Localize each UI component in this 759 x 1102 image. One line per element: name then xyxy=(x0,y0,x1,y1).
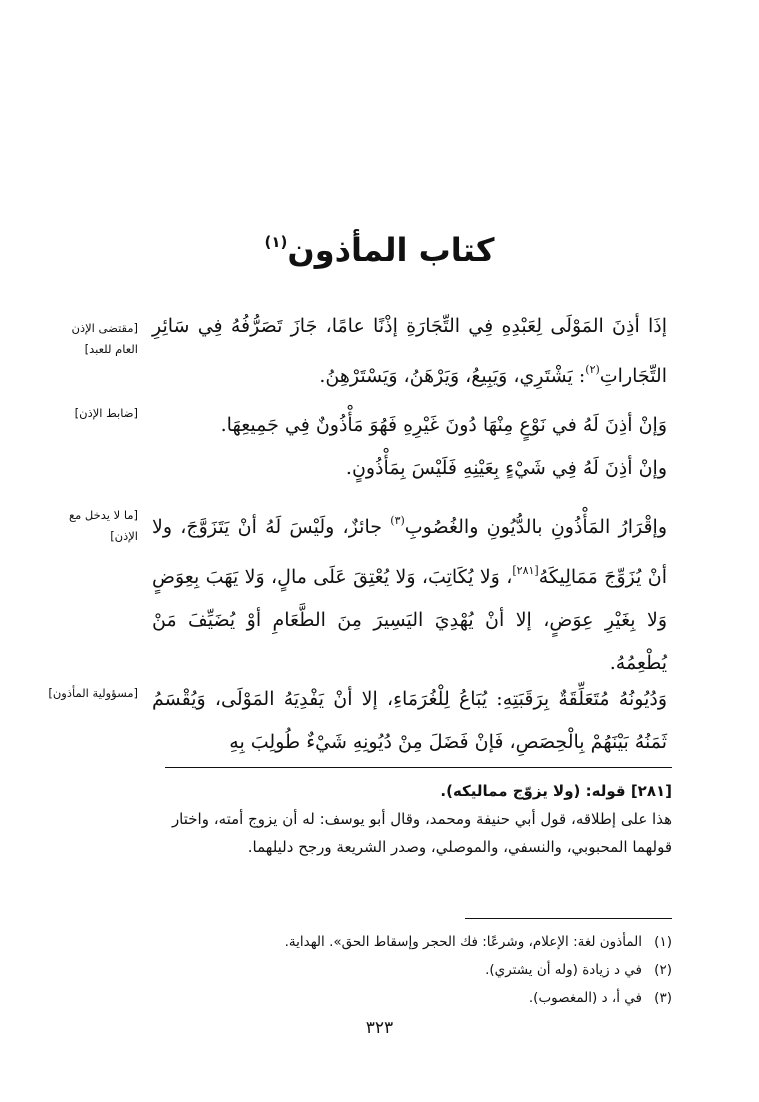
section-liability xyxy=(152,678,667,764)
section-excluded-acts xyxy=(152,499,667,685)
footnote-item: (١)المأذون لغة: الإعلام، وشرعًا: فك الحجر وإسقاط الحق». الهداية. xyxy=(284,934,672,950)
side-note-excluded-acts: [ما لا يدخل مع الإذن] xyxy=(68,508,138,543)
paragraph-line: وَإنْ أذِنَ لَهُ في نَوْعٍ مِنْهَا دُونَ غَيْرِهِ فَهُوَ مَأْذُونٌ فِي جَمِيعِهَا. xyxy=(220,414,667,436)
commentary-heading: [٢٨١] قوله: (ولا يزوّج مماليكه). xyxy=(440,782,672,800)
footnote-item: (٢)في د زيادة (وله أن يشتري). xyxy=(485,962,672,978)
section-general-permission xyxy=(152,305,667,398)
footnote-ref-2[interactable]: (٢) xyxy=(585,363,600,376)
paragraph: وإقْرَارُ المَأْذُونِ بالدُّيُونِ والغُصُوبِ$^{(٣)}$ جائزٌ، ولَيْسَ لَهُ أنْ يَتَزَوَّجَ، ولا أنْ يُزَوِّجَ مَمَالِيكَهُ[٢٨١]، وَلا يُكَاتِبَ، وَلا يُعْتِقَ عَلَى مالٍ، وَلا يَهَبَ بِعِوَضٍ وَلا بِغَيْرِ عِوَضٍ، إلا أنْ يُهْدِيَ اليَسِيرَ مِنَ الطَّعَامِ أوْ يُضَيِّفَ مَنْ يُطْعِمُهُ. xyxy=(152,514,667,674)
commentary-divider xyxy=(165,767,672,768)
chapter-title xyxy=(0,218,759,274)
commentary-ref-281[interactable]: [٢٨١] xyxy=(512,564,539,577)
side-note-permission-rule: [ضابط الإذن] xyxy=(74,406,138,420)
footnote-divider xyxy=(465,918,672,919)
chapter-title-text: كتاب المأذون xyxy=(287,231,495,269)
side-note-general-permission: [مقتضى الإذن العام للعبد] xyxy=(71,321,138,356)
title-footnote-ref[interactable]: (١) xyxy=(264,233,288,251)
page-number: ٣٢٣ xyxy=(365,1018,394,1038)
paragraph: وَدُيُونُهُ مُتَعَلِّقَةٌ بِرَقَبَتِهِ: يُبَاعُ لِلْغُرَمَاءِ، إلا أنْ يَفْدِيَهُ المَوْلَى، وَيُقْسَمُ ثَمَنُهُ بَيْنَهُمْ بِالْحِصَصِ، فَإنْ فَضَلَ مِنْ دُيُونِهِ شَيْءٌ طُولِبَ بِهِ xyxy=(152,688,667,753)
footnote-ref-3[interactable]: (٣) xyxy=(390,514,405,527)
footnote-item: (٣)في أ، د (المغصوب). xyxy=(528,990,672,1006)
footnotes xyxy=(120,928,672,1012)
commentary-number: [٢٨١] xyxy=(630,782,672,800)
commentary-block xyxy=(152,777,672,861)
paragraph-line: وإنْ أذِنَ لَهُ فِي شَيْءٍ بِعَيْنِهِ فَلَيْسَ بِمَأْذُونٍ. xyxy=(345,457,667,479)
side-note-liability: [مسؤولية المأذون] xyxy=(48,686,138,700)
section-permission-rule xyxy=(152,404,667,490)
commentary-body: هذا على إطلاقه، قول أبي حنيفة ومحمد، وقال أبو يوسف: له أن يزوج أمته، واختار قولهما المحبوبي، والنسفي، والموصلي، وصدر الشريعة ورجح دليلهما. xyxy=(171,810,672,856)
paragraph: إذَا أذِنَ المَوْلَى لِعَبْدِهِ فِي التِّجَارَةِ إذْنًا عامًا، جَازَ تَصَرُّفُهُ فِي سَائِرِ التِّجَاراتِ$^{(٢)}$: يَشْتَرِي، وَيَبِيعُ، وَيَرْهَنُ، وَيَسْتَرْهِنُ. xyxy=(152,315,667,387)
